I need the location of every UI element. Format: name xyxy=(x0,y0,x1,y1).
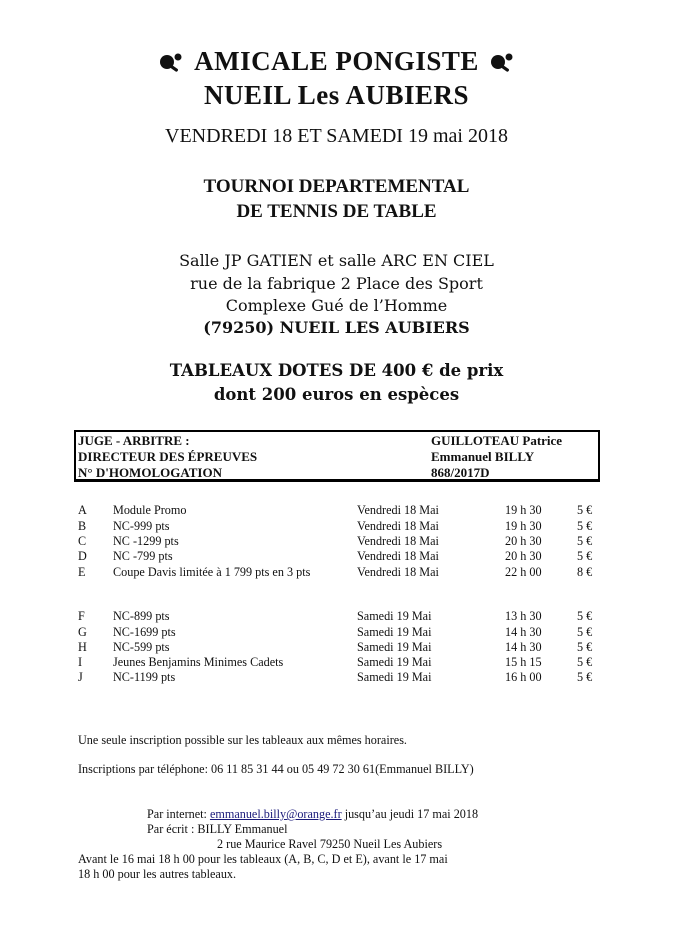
event-price: 5 € xyxy=(577,640,593,654)
event-price: 5 € xyxy=(577,625,593,639)
event-time: 15 h 15 xyxy=(505,655,542,669)
event-letter: C xyxy=(78,534,87,548)
officials-box xyxy=(74,430,600,482)
mail-address: 2 rue Maurice Ravel 79250 Nueil Les Aubiers xyxy=(217,837,443,851)
event-day: Vendredi 18 Mai xyxy=(357,503,439,517)
prize-line-1: TABLEAUX DOTES DE 400 € de prix xyxy=(169,361,504,380)
event-letter: D xyxy=(78,549,87,563)
venue-line-3: Complexe Gué de l’Homme xyxy=(225,296,448,315)
event-name: Jeunes Benjamins Minimes Cadets xyxy=(113,655,284,669)
official-label: DIRECTEUR DES ÉPREUVES xyxy=(78,449,258,464)
official-row xyxy=(78,449,596,465)
event-price: 5 € xyxy=(577,549,593,563)
event-row xyxy=(78,625,598,640)
event-price: 5 € xyxy=(577,670,593,684)
event-day: Vendredi 18 Mai xyxy=(357,549,439,563)
event-row xyxy=(78,655,598,670)
event-price: 5 € xyxy=(577,519,593,533)
internet-suffix: jusqu’au jeudi 17 mai 2018 xyxy=(341,807,479,821)
official-value: 868/2017D xyxy=(431,465,490,480)
official-label: N° D'HOMOLOGATION xyxy=(78,465,222,480)
deadline-line-2: 18 h 00 pour les autres tableaux. xyxy=(78,867,237,881)
club-name-line2: NUEIL Les AUBIERS xyxy=(203,80,470,110)
event-time: 22 h 00 xyxy=(505,565,542,579)
event-dates: VENDREDI 18 ET SAMEDI 19 mai 2018 xyxy=(165,125,508,147)
internet-prefix: Par internet: xyxy=(147,807,210,821)
event-name: NC-999 pts xyxy=(113,519,170,533)
event-letter: G xyxy=(78,625,87,639)
event-letter: H xyxy=(78,640,87,654)
tournament-title-1: TOURNOI DEPARTEMENTAL xyxy=(203,176,470,197)
prize-line-2: dont 200 euros en espèces xyxy=(213,385,460,404)
event-price: 5 € xyxy=(577,609,593,623)
event-row xyxy=(78,519,598,534)
tournament-title-2: DE TENNIS DE TABLE xyxy=(236,201,437,222)
official-value: Emmanuel BILLY xyxy=(431,449,535,464)
ping-pong-icon xyxy=(489,48,515,79)
event-row xyxy=(78,670,598,685)
club-name-line1 xyxy=(0,46,673,79)
event-price: 8 € xyxy=(577,565,593,579)
event-price: 5 € xyxy=(577,534,593,548)
event-time: 20 h 30 xyxy=(505,534,542,548)
event-name: Coupe Davis limitée à 1 799 pts en 3 pts xyxy=(113,565,311,579)
event-letter: I xyxy=(78,655,83,669)
event-name: Module Promo xyxy=(113,503,187,517)
event-row xyxy=(78,640,598,655)
email-link[interactable]: emmanuel.billy@orange.fr xyxy=(209,807,342,821)
event-letter: A xyxy=(78,503,87,517)
event-day: Samedi 19 Mai xyxy=(357,625,432,639)
event-letter: F xyxy=(78,609,85,623)
event-day: Samedi 19 Mai xyxy=(357,640,432,654)
event-row xyxy=(78,549,598,564)
event-letter: E xyxy=(78,565,86,579)
event-time: 20 h 30 xyxy=(505,549,542,563)
single-entry-note: Une seule inscription possible sur les tableaux aux mêmes horaires. xyxy=(78,733,407,747)
official-label: JUGE - ARBITRE : xyxy=(78,433,190,448)
event-name: NC -1299 pts xyxy=(113,534,179,548)
event-price: 5 € xyxy=(577,655,593,669)
event-time: 14 h 30 xyxy=(505,640,542,654)
event-day: Vendredi 18 Mai xyxy=(357,534,439,548)
club-name-text-1: AMICALE PONGISTE xyxy=(194,46,479,76)
event-day: Vendredi 18 Mai xyxy=(357,565,439,579)
event-name: NC-899 pts xyxy=(113,609,170,623)
ping-pong-icon xyxy=(158,48,184,79)
event-row xyxy=(78,534,598,549)
event-name: NC-1699 pts xyxy=(113,625,176,639)
deadline-line-1: Avant le 16 mai 18 h 00 pour les tableaux (A, B, C, D et E), avant le 17 mai xyxy=(78,852,448,866)
phone-registration: Inscriptions par téléphone: 06 11 85 31 44 ou 05 49 72 30 61(Emmanuel BILLY) xyxy=(78,762,474,776)
event-time: 19 h 30 xyxy=(505,519,542,533)
event-row xyxy=(78,609,598,624)
event-day: Samedi 19 Mai xyxy=(357,670,432,684)
event-name: NC-1199 pts xyxy=(113,670,176,684)
event-name: NC -799 pts xyxy=(113,549,173,563)
official-row xyxy=(78,433,596,449)
event-time: 16 h 00 xyxy=(505,670,542,684)
mail-registration: Par écrit : BILLY Emmanuel xyxy=(147,822,288,836)
event-letter: B xyxy=(78,519,87,533)
event-day: Vendredi 18 Mai xyxy=(357,519,439,533)
event-name: NC-599 pts xyxy=(113,640,170,654)
event-time: 14 h 30 xyxy=(505,625,542,639)
event-day: Samedi 19 Mai xyxy=(357,609,432,623)
official-value: GUILLOTEAU Patrice xyxy=(431,433,563,448)
event-time: 13 h 30 xyxy=(505,609,542,623)
venue-line-4: (79250) NUEIL LES AUBIERS xyxy=(203,318,470,337)
event-price: 5 € xyxy=(577,503,593,517)
event-time: 19 h 30 xyxy=(505,503,542,517)
venue-line-2: rue de la fabrique 2 Place des Sport xyxy=(190,274,483,293)
event-letter: J xyxy=(78,670,83,684)
internet-registration xyxy=(147,807,478,822)
official-row xyxy=(78,465,596,481)
event-day: Samedi 19 Mai xyxy=(357,655,432,669)
event-row xyxy=(78,565,598,580)
event-row xyxy=(78,503,598,518)
venue-line-1: Salle JP GATIEN et salle ARC EN CIEL xyxy=(179,251,494,270)
